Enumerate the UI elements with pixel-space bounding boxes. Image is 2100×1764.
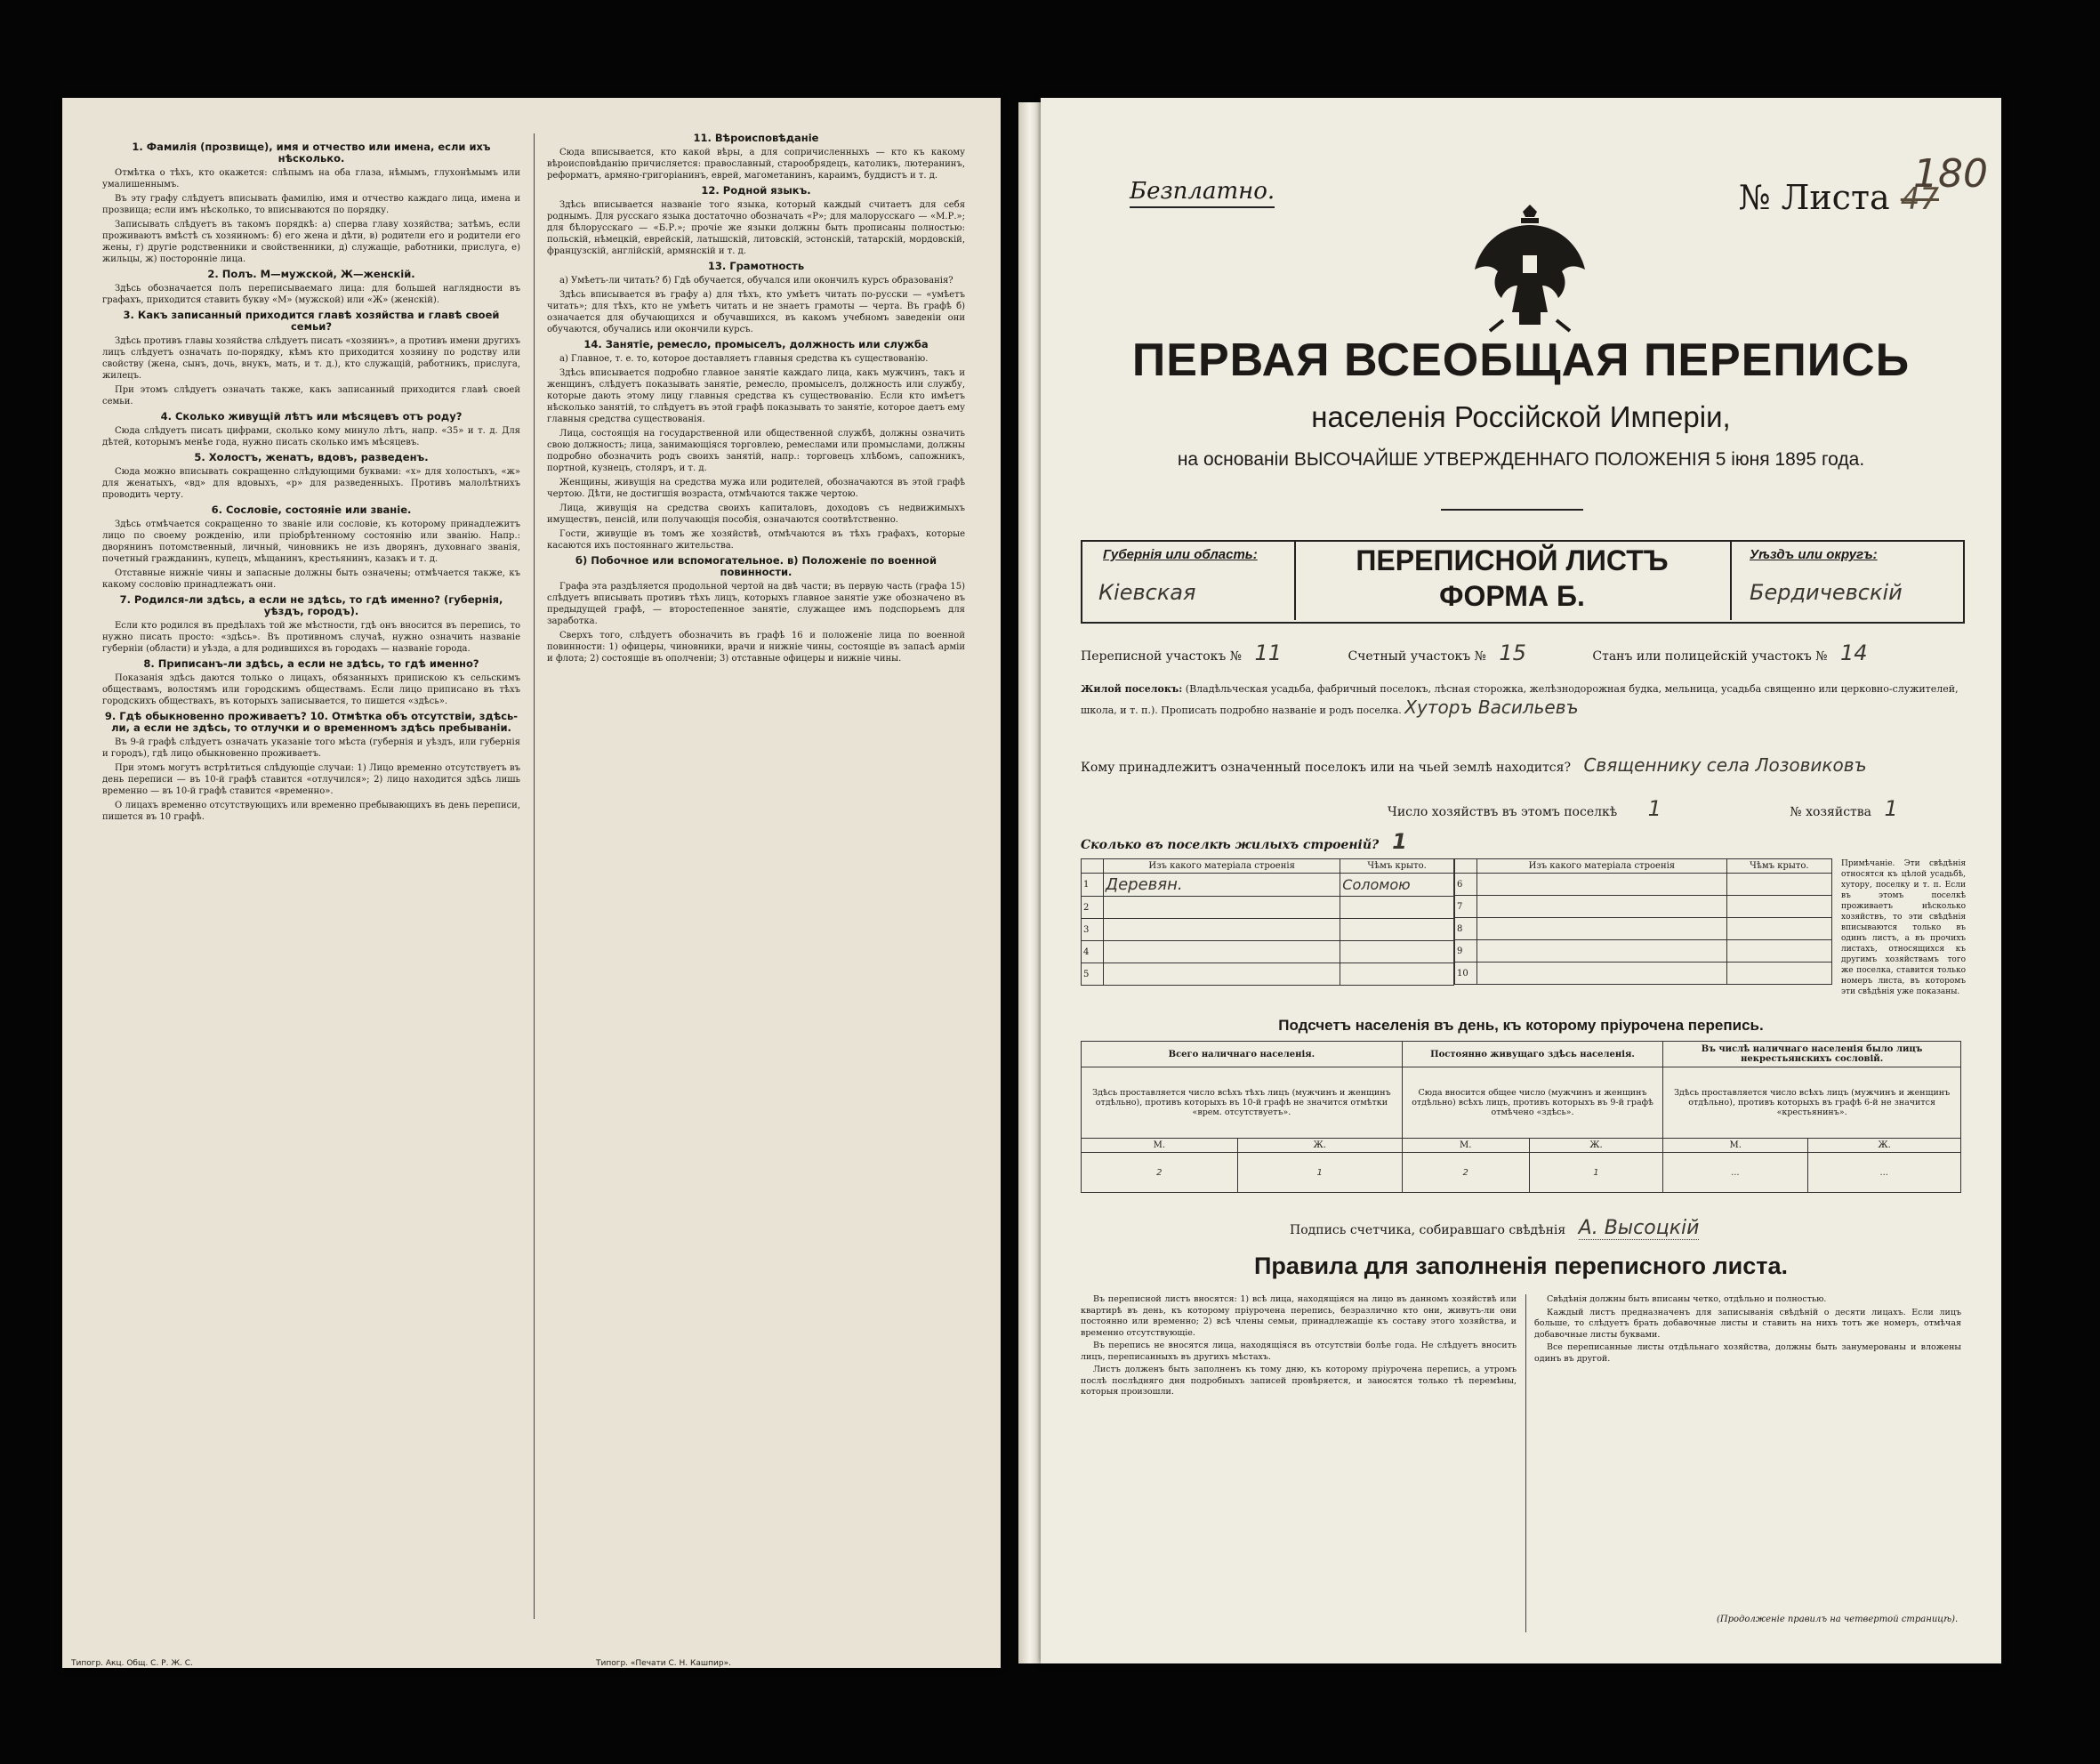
section-heading: 5. Холостъ, женатъ, вдовъ, разведенъ. xyxy=(194,451,429,463)
building-material: Деревян. xyxy=(1104,874,1340,897)
sheet-number-new: 180 xyxy=(1913,151,1988,197)
signature-value: А. Высоцкій xyxy=(1578,1217,1700,1239)
building-number: 3 xyxy=(1082,919,1104,941)
rules-paragraph: Все переписанные листы отдѣльнаго хозяйства, должны быть занумерованы и вложены одинъ въ другой. xyxy=(1534,1342,1961,1364)
buildings-note: Примѣчаніе. Эти свѣдѣнія относятся къ цѣлой усадьбѣ, хутору, поселку и т. п. Если въ этомъ поселкѣ проживаетъ нѣсколько хозяйствъ, то эти свѣдѣнія вписываются только въ одинъ листъ, а въ прочихъ листахъ, относящихся къ другимъ хозяйствамъ того же поселка, ставится только номеръ листа, въ которомъ эти свѣдѣнія уже показаны. xyxy=(1841,859,1966,996)
settlement-value: Хуторъ Васильевъ xyxy=(1404,697,1579,718)
material-header: Изъ какого матеріала строенія xyxy=(1477,859,1727,874)
signature-row xyxy=(1290,1217,1966,1239)
building-number: 7 xyxy=(1455,896,1477,918)
male-count: ... xyxy=(1663,1153,1808,1193)
households-count-label: Число хозяйствъ въ этомъ поселкѣ xyxy=(1388,805,1618,819)
rules-right-column xyxy=(1534,1294,1961,1615)
rules-title: Правила для заполненія переписного листа. xyxy=(1253,1253,1789,1279)
paragraph: При этомъ могутъ встрѣтиться слѣдующіе случаи: 1) Лицо временно отсутствуетъ въ день переписи — въ 10-й графѣ ставится «отлучился»; 2) лицо находится здѣсь лишь временно — въ 10-й графѣ ставится «временно». xyxy=(102,763,520,796)
section-heading: 3. Какъ записанный приходится главѣ хозяйства и главѣ своей семьи? xyxy=(123,309,500,333)
sheet-number xyxy=(1738,151,1988,217)
paragraph: Гости, живущіе въ томъ же хозяйствѣ, отмѣчаются въ тѣхъ графахъ, которые касаются ихъ постояннаго жительства. xyxy=(547,529,965,551)
paragraph: Въ 9-й графѣ слѣдуетъ означать указаніе того мѣста (губернія и уѣздъ, или губернія и городъ), гдѣ лицо обыкновенно проживаетъ. xyxy=(102,737,520,759)
left-column-2 xyxy=(547,129,965,1610)
form-line-1: ПЕРЕПИСНОЙ ЛИСТЪ xyxy=(1356,544,1669,576)
section-heading: 7. Родился-ли здѣсь, а если не здѣсь, то гдѣ именно? (губернія, уѣздъ, городъ). xyxy=(119,593,503,617)
buildings-row xyxy=(1081,829,1407,854)
page-title: ПЕРВАЯ ВСЕОБЩАЯ ПЕРЕПИСЬ xyxy=(1131,334,1911,386)
paragraph: Лица, живущія на средства своихъ капиталовъ, доходовъ съ недвижимыхъ имуществъ, пенсій, или получающія пособія, означаются соотвѣтственно. xyxy=(547,503,965,525)
rules-paragraph: Листъ долженъ быть заполненъ къ тому дню, къ которому пріурочена перепись, а утромъ послѣ послѣдняго дня подробныхъ записей провѣряется, и заносятся только тѣ перемѣны, которыя произошли. xyxy=(1081,1365,1517,1397)
right-page xyxy=(1041,98,2001,1663)
buildings-value: 1 xyxy=(1392,829,1407,854)
female-label: Ж. xyxy=(1237,1139,1402,1153)
paragraph: О лицахъ временно отсутствующихъ или временно пребывающихъ въ день переписи, пишется въ 10 графѣ. xyxy=(102,801,520,822)
households-row xyxy=(1388,796,1966,821)
building-material xyxy=(1477,940,1727,963)
section-heading: 1. Фамилія (прозвище), имя и отчество или имена, если ихъ нѣсколько. xyxy=(132,141,491,165)
province-value: Кіевская xyxy=(1098,580,1196,605)
building-row xyxy=(1455,874,1832,896)
building-material xyxy=(1477,963,1727,985)
female-label: Ж. xyxy=(1808,1139,1961,1153)
building-roof xyxy=(1340,941,1454,963)
building-roof xyxy=(1726,940,1831,963)
paragraph: Здѣсь обозначается полъ переписываемаго лица: для большей наглядности въ графахъ, приходится ставить букву «М» (мужской) или «Ж» (женскій). xyxy=(102,284,520,305)
settlement-hint: (Владѣльческая усадьба, фабричный поселокъ, лѣсная сторожка, желѣзнодорожная будка, мельница, усадьба священно или церковно-служителей, школа, и т. п.). Прописать подробно названіе и родъ поселка. xyxy=(1081,683,1959,716)
paragraph: Сверхъ того, слѣдуетъ обозначить въ графѣ 16 и положеніе лица по военной повинности: 1) офицеры, чиновники, врачи и нижніе чины, состоящіе въ запасѣ арміи и флота; 2) состоящіе въ ополченіи; 3) отставные офицеры и нижніе чины. xyxy=(547,631,965,664)
section-heading: 12. Родной языкъ. xyxy=(701,184,811,197)
form-line-2: ФОРМА Б. xyxy=(1439,580,1585,612)
building-row xyxy=(1455,896,1832,918)
male-label: М. xyxy=(1402,1139,1529,1153)
district-cell xyxy=(1730,540,1963,620)
count-plot-value: 15 xyxy=(1499,640,1526,665)
paragraph: Записывать слѣдуетъ въ такомъ порядкѣ: а) сперва главу хозяйства; затѣмъ, если проживаютъ вмѣстѣ съ хозяиномъ: б) его жена и дѣти, в) родители его и родители его жены, г) другіе родственники и свойственники, д) служащіе, работники, прислуга, е) жильцы, ж) посторонніе лица. xyxy=(102,220,520,264)
page-fold xyxy=(1018,102,1041,1663)
paragraph: Сюда вписывается, кто какой вѣры, а для сопричисленныхъ — кто къ какому вѣроисповѣданію причисляется: православный, старообрядецъ, католикъ, лютеранинъ, реформатъ, армяно-григоріанинъ, еврей, магометанинъ, караимъ, буддистъ и т. д. xyxy=(547,148,965,181)
rules-paragraph: Въ переписной листъ вносятся: 1) всѣ лица, находящіяся на лицо въ данномъ хозяйствѣ или квартирѣ въ день, къ которому пріурочена перепись, безразлично кто они, живутъ-ли они постоянно или временно; 2) всѣ члены семьи, принадлежащіе къ составу этого хозяйства, и временно отсутствующіе. xyxy=(1081,1294,1517,1338)
building-roof xyxy=(1340,897,1454,919)
owner-label: Кому принадлежитъ означенный поселокъ или на чьей землѣ находится? xyxy=(1081,761,1571,775)
building-roof xyxy=(1726,896,1831,918)
rules-paragraph: Каждый листъ предназначенъ для записыванія свѣдѣній о десяти лицахъ. Если лицъ больше, то слѣдуетъ брать добавочные листы и ставить на нихъ тотъ же номеръ, отмѣчая добавочные листы буквами. xyxy=(1534,1307,1961,1340)
building-number: 4 xyxy=(1082,941,1104,963)
building-material xyxy=(1477,896,1727,918)
building-roof xyxy=(1726,963,1831,985)
section-heading: 11. Вѣроисповѣданіе xyxy=(693,132,819,144)
buildings-table-right xyxy=(1454,858,1832,985)
settlement-row xyxy=(1081,681,1961,720)
building-row xyxy=(1455,918,1832,940)
subtitle-2: на основаніи ВЫСОЧАЙШЕ УТВЕРЖДЕННАГО ПОЛОЖЕНІЯ 5 іюня 1895 года. xyxy=(1177,449,1865,470)
building-row xyxy=(1082,941,1454,963)
free-label: Безплатно. xyxy=(1130,178,1275,208)
building-material xyxy=(1104,941,1340,963)
signature-label: Подпись счетчика, собиравшаго свѣдѣнія xyxy=(1290,1223,1566,1237)
rules-left-column xyxy=(1081,1294,1517,1650)
count-column-header: Постоянно живущаго здѣсь населенія. xyxy=(1402,1042,1662,1067)
left-column-1 xyxy=(102,138,520,1610)
form-title xyxy=(1294,543,1730,614)
building-roof xyxy=(1726,874,1831,896)
household-number-value: 1 xyxy=(1884,796,1898,821)
settlement-label: Жилой поселокъ: xyxy=(1081,683,1183,695)
divider xyxy=(1441,509,1583,511)
building-roof xyxy=(1340,919,1454,941)
paragraph: Отмѣтка о тѣхъ, кто окажется: слѣпымъ на оба глаза, нѣмымъ, глухонѣмымъ или умалишеннымъ. xyxy=(102,168,520,189)
paragraph: Здѣсь вписывается названіе того языка, который каждый считаетъ для себя роднымъ. Для русскаго языка достаточно обозначать «Р»; для малорусскаго — «М.Р.»; для бѣлорусскаго — «Б.Р.»; прочіе же языки должны быть прописаны полностью: польскій, нѣмецкій, еврейскій, латышскій, литовскій, эстонскій, татарскій, мордовскій, французскій, англійскій, армянскій и т. д. xyxy=(547,200,965,256)
buildings-label: Сколько въ поселкѣ жилыхъ строеній? xyxy=(1081,838,1380,852)
rules-paragraph: Въ перепись не вносятся лица, находящіяся въ отсутствіи болѣе года. Не слѣдуетъ вносить лицъ, переписанныхъ въ другихъ мѣстахъ. xyxy=(1081,1341,1517,1362)
building-row xyxy=(1082,963,1454,986)
population-count-table xyxy=(1081,1041,1961,1193)
district-label: Уѣздъ или округъ: xyxy=(1750,547,1878,562)
paragraph: Показанія здѣсь даются только о лицахъ, обязанныхъ припискою къ сельскимъ обществамъ, волостямъ или городскимъ обществамъ. Если лицо приписано въ тѣхъ городскихъ обществахъ, въ которыхъ записывается, то пишется «здѣсь». xyxy=(102,673,520,706)
building-number: 9 xyxy=(1455,940,1477,963)
footer-right: Типогр. «Печати С. Н. Кашпир». xyxy=(596,1659,731,1668)
male-count: 2 xyxy=(1082,1153,1238,1193)
count-column-header: Всего наличнаго населенія. xyxy=(1082,1042,1403,1067)
section-heading: 4. Сколько живущій лѣтъ или мѣсяцевъ отъ роду? xyxy=(160,410,463,423)
paragraph: Отставные нижніе чины и запасные должны быть означены; отмѣчается также, къ какому сословію принадлежатъ они. xyxy=(102,568,520,590)
left-page xyxy=(62,98,1001,1668)
paragraph: Здѣсь вписывается въ графу а) для тѣхъ, кто умѣетъ читать по-русски — «умѣетъ читать»; для тѣхъ, кто не умѣетъ читать и не знаетъ грамоты — черта. Въ графѣ б) означается для обучающихся и обучавшихся, въ какомъ учебномъ заведеніи они обучаются, обучались или окончили курсъ. xyxy=(547,290,965,334)
count-column-header: Въ числѣ наличнаго населенія было лицъ некрестьянскихъ сословій. xyxy=(1663,1042,1961,1067)
paragraph: Здѣсь вписывается подробно главное занятіе каждаго лица, какъ мужчинъ, такъ и женщинъ, слѣдуетъ показывать занятіе, ремесло, промыселъ, должность или службу, которые дають этому лицу главныя средства къ существованію. Если кто имѣетъ нѣсколько занятій, то слѣдуетъ въ этой графѣ показывать то занятіе, которое даетъ ему главныя средства существованія. xyxy=(547,368,965,424)
building-roof: Соломою xyxy=(1340,874,1454,897)
paragraph: Здѣсь отмѣчается сокращенно то званіе или сословіе, къ которому принадлежитъ лицо по своему рожденію, или пріобрѣтенному состоянію или званію. Напр.: дворянинъ потомственный, личный, чиновникъ не изъ дворянъ, духовнаго званія, почетный гражданинъ, купецъ, мѣщанинъ, крестьянинъ, казакъ и т. д. xyxy=(102,520,520,564)
female-count: 1 xyxy=(1237,1153,1402,1193)
census-plot-value: 11 xyxy=(1254,640,1282,665)
male-label: М. xyxy=(1663,1139,1808,1153)
building-roof xyxy=(1726,918,1831,940)
building-material xyxy=(1104,897,1340,919)
owner-row xyxy=(1081,754,1961,776)
paragraph: Здѣсь противъ главы хозяйства слѣдуетъ писать «хозяинъ», а противъ имени другихъ лицъ слѣдуетъ означать по-порядку, кѣмъ кто приходится хозяину по родству или свойству (жена, сынъ, дочь, внукъ, мать, и т. д.), кто служащій, работникъ, прислуга, жилецъ. xyxy=(102,336,520,381)
count-title: Подсчетъ населенія въ день, къ которому пріурочена перепись. xyxy=(1278,1017,1764,1034)
district-value: Бердичевскій xyxy=(1750,580,1903,605)
column-divider xyxy=(534,133,535,1619)
rules-divider xyxy=(1525,1294,1526,1632)
double-headed-eagle-emblem xyxy=(1468,200,1592,334)
male-label: М. xyxy=(1082,1139,1238,1153)
female-count: 1 xyxy=(1529,1153,1663,1193)
building-number: 8 xyxy=(1455,918,1477,940)
rules-continued: (Продолженіе правилъ на четвертой страницѣ). xyxy=(1717,1615,1959,1624)
building-row xyxy=(1082,874,1454,897)
paragraph: При этомъ слѣдуетъ означать также, какъ записанный приходится главѣ своей семьи. xyxy=(102,385,520,407)
subtitle: населенія Россійской Имперіи, xyxy=(1311,400,1731,433)
paragraph: Графа эта раздѣляется продольной чертой на двѣ части; въ первую часть (графа 15) слѣдуетъ вписывать противъ тѣхъ лицъ, которыхъ главное занятіе уже обозначено въ предыдущей графѣ, — второстепенное занятіе, служащее имъ подспорьемъ для заработка. xyxy=(547,582,965,626)
female-label: Ж. xyxy=(1529,1139,1663,1153)
police-plot-value: 14 xyxy=(1840,640,1868,665)
building-material xyxy=(1477,918,1727,940)
building-number: 1 xyxy=(1082,874,1104,897)
census-plot-label: Переписной участокъ № xyxy=(1081,649,1242,664)
building-number: 10 xyxy=(1455,963,1477,985)
roof-header: Чѣмъ крыто. xyxy=(1726,859,1831,874)
section-heading: 9. Гдѣ обыкновенно проживаетъ? 10. Отмѣтка объ отсутствіи, здѣсь-ли, а если не здѣсь, то отлучки и о временномъ здѣсь пребываніи. xyxy=(104,710,519,734)
building-row xyxy=(1455,940,1832,963)
owner-value: Священнику села Лозовиковъ xyxy=(1583,754,1867,776)
building-material xyxy=(1477,874,1727,896)
province-label: Губернія или область: xyxy=(1103,547,1258,562)
province-cell xyxy=(1081,540,1296,620)
section-heading: 2. Полъ. М—мужской, Ж—женскій. xyxy=(207,268,415,280)
material-header: Изъ какого матеріала строенія xyxy=(1104,859,1340,874)
paragraph: Сюда можно вписывать сокращенно слѣдующими буквами: «х» для холостыхъ, «ж» для женатыхъ, «вд» для вдовыхъ, «р» для разведенныхъ. Противъ малолѣтнихъ проводить черту. xyxy=(102,467,520,500)
count-column-desc: Здѣсь проставляется число всѣхъ лицъ (мужчинъ и женщинъ отдѣльно), противъ которыхъ въ графѣ 6-й не значится «крестьянинъ». xyxy=(1663,1067,1961,1139)
section-heading: 13. Грамотность xyxy=(707,260,805,272)
male-count: 2 xyxy=(1402,1153,1529,1193)
building-row xyxy=(1455,963,1832,985)
building-row xyxy=(1082,919,1454,941)
paragraph: а) Умѣетъ-ли читать? б) Гдѣ обучается, обучался или окончилъ курсъ образованія? xyxy=(559,276,953,286)
building-material xyxy=(1104,963,1340,986)
roof-header: Чѣмъ крыто. xyxy=(1340,859,1454,874)
section-heading: 8. Приписанъ-ли здѣсь, а если не здѣсь, то гдѣ именно? xyxy=(143,657,479,670)
households-count-value: 1 xyxy=(1647,796,1661,821)
section-heading: 14. Занятіе, ремесло, промыселъ, должность или служба xyxy=(583,338,929,350)
section-heading: 6. Сословіе, состояніе или званіе. xyxy=(211,503,412,516)
paragraph: Если кто родился въ предѣлахъ той же мѣстности, гдѣ онъ вносится въ перепись, то нужно писать просто: «здѣсь». Въ противномъ случаѣ, нужно означить названіе губерніи (области) и уѣзда, а для родившихся въ городахъ — названіе города. xyxy=(102,621,520,654)
building-number: 2 xyxy=(1082,897,1104,919)
plots-row xyxy=(1081,640,1961,665)
paragraph: Женщины, живущія на средства мужа или родителей, обозначаются въ этой графѣ чертою. Дѣти, не достигшія возраста, отмѣчаются также чертою. xyxy=(547,478,965,499)
sheet-label: № Листа xyxy=(1738,178,1890,217)
count-column-desc: Сюда вносится общее число (мужчинъ и женщинъ отдѣльно) всѣхъ лицъ, противъ которыхъ въ 9-й графѣ отмѣчено «здѣсь». xyxy=(1402,1067,1662,1139)
police-plot-label: Станъ или полицейскій участокъ № xyxy=(1592,649,1828,664)
building-material xyxy=(1104,919,1340,941)
household-number-label: № хозяйства xyxy=(1790,805,1872,819)
paragraph: а) Главное, т. е. то, которое доставляетъ главныя средства къ существованію. xyxy=(559,354,929,364)
buildings-table-left xyxy=(1081,858,1454,986)
sheet-number-old: 47 xyxy=(1900,181,1939,217)
building-roof xyxy=(1340,963,1454,986)
building-row xyxy=(1082,897,1454,919)
paragraph: Въ эту графу слѣдуетъ вписывать фамилію, имя и отчество каждаго лица, имена и прозвища; если имъ нѣсколько, то вписываются по порядку. xyxy=(102,194,520,215)
count-plot-label: Счетный участокъ № xyxy=(1348,649,1486,664)
section-heading: б) Побочное или вспомогательное. в) Положеніе по военной повинности. xyxy=(575,554,937,578)
building-number: 6 xyxy=(1455,874,1477,896)
footer-left: Типогр. Акц. Общ. С. Р. Ж. С. xyxy=(71,1659,193,1668)
rules-paragraph: Свѣдѣнія должны быть вписаны четко, отдѣльно и полностью. xyxy=(1547,1294,1827,1304)
count-column-desc: Здѣсь проставляется число всѣхъ тѣхъ лицъ (мужчинъ и женщинъ отдѣльно), противъ которыхъ въ 10-й графѣ не значится отмѣтки «врем. отсутствуетъ». xyxy=(1082,1067,1403,1139)
building-number: 5 xyxy=(1082,963,1104,986)
paragraph: Лица, состоящія на государственной или общественной службѣ, должны означить свою должность; лица, занимающіяся торговлею, ремеслами или промыслами, должны подробно обозначить родъ своихъ занятій, напр.: торговецъ хлѣбомъ, сапожникъ, портной, кузнецъ, столяръ, и т. д. xyxy=(547,429,965,473)
female-count: ... xyxy=(1808,1153,1961,1193)
paragraph: Сюда слѣдуетъ писать цифрами, сколько кому минуло лѣтъ, напр. «35» и т. д. Для дѣтей, которымъ менѣе года, нужно писать сколько имъ мѣсяцевъ. xyxy=(102,426,520,447)
